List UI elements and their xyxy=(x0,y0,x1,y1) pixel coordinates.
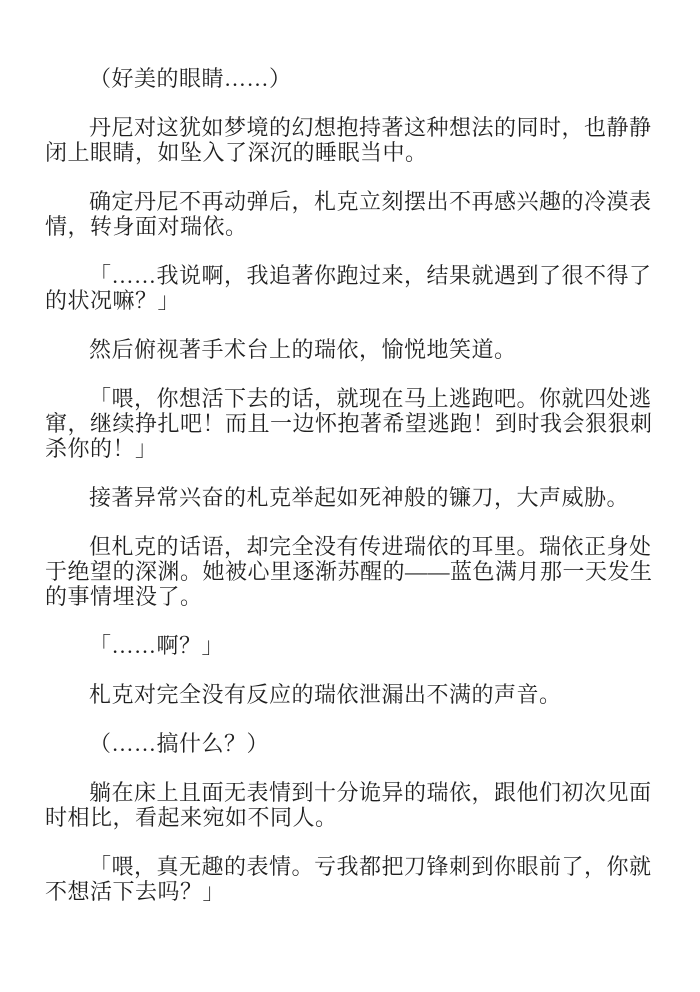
paragraph-inner-thought-2: （……搞什么？） xyxy=(89,731,270,756)
paragraph-narration-5: 但札克的话语，却完全没有传进瑞依的耳里。瑞依正身处于绝望的深渊。她被心里逐渐苏醒的——蓝色满月那一天发生的事情埋没了。 xyxy=(45,534,653,609)
paragraph-narration-2: 确定丹尼不再动弹后，札克立刻摆出不再感兴趣的冷漠表情，转身面对瑞依。 xyxy=(45,189,652,239)
paragraph-narration-6: 札克对完全没有反应的瑞依泄漏出不满的声音。 xyxy=(89,682,562,707)
paragraph-dialogue-3: 「……啊？」 xyxy=(89,633,225,658)
paragraph-inner-thought-1: （好美的眼睛……） xyxy=(89,66,292,91)
paragraph-dialogue-4: 「喂，真无趣的表情。亏我都把刀锋刺到你眼前了，你就不想活下去吗？」 xyxy=(45,854,652,904)
paragraph-narration-1: 丹尼对这犹如梦境的幻想抱持著这种想法的同时，也静静闭上眼睛，如坠入了深沉的睡眠当中。 xyxy=(45,115,652,165)
paragraph-narration-7: 躺在床上且面无表情到十分诡异的瑞依，跟他们初次见面时相比，看起来宛如不同人。 xyxy=(45,780,652,830)
paragraph-narration-4: 接著异常兴奋的札克举起如死神般的镰刀，大声威胁。 xyxy=(89,485,630,510)
paragraph-dialogue-2: 「喂，你想活下去的话，就现在马上逃跑吧。你就四处逃窜，继续挣扎吧！而且一边怀抱著希望逃跑！到时我会狠狠刺杀你的！」 xyxy=(45,386,653,461)
paragraph-dialogue-1: 「……我说啊，我追著你跑过来，结果就遇到了很不得了的状况嘛？」 xyxy=(45,263,652,313)
paragraph-narration-3: 然后俯视著手术台上的瑞依，愉悦地笑道。 xyxy=(89,337,517,362)
